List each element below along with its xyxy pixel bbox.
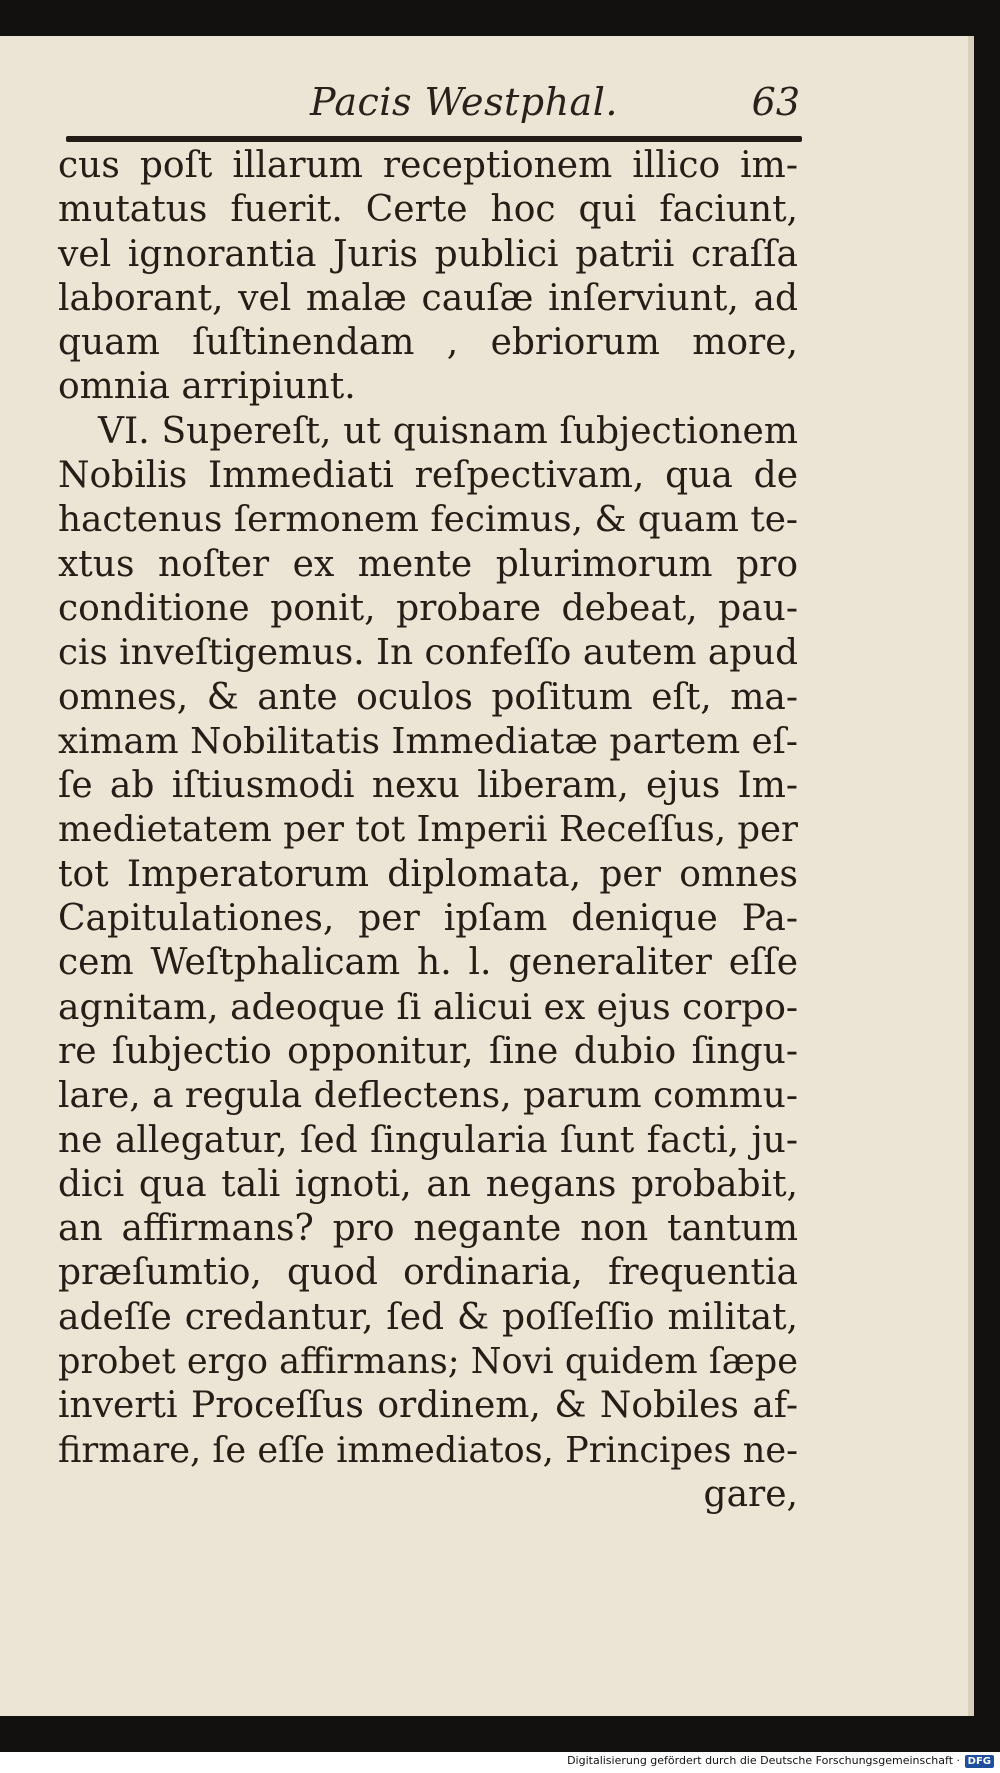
text-line: cus poſt illarum receptionem illico im-	[58, 145, 798, 186]
text-line: præſumtio, quod ordinaria, frequentia	[58, 1252, 798, 1294]
funding-credit: Digitalisierung gefördert durch die Deutsche Forschungsgemeinschaft ·	[567, 1754, 960, 1767]
text-line: hactenus ſermonem fecimus, & quam te-	[58, 499, 798, 541]
text-line: adeſſe credantur, ſed & poſſeſſio militat,	[58, 1296, 798, 1338]
text-line: firmare, ſe eſſe immediatos, Principes ne-	[58, 1429, 798, 1471]
text-line: re ſubjectio opponitur, ſine dubio ſingu-	[58, 1030, 798, 1072]
text-line: cem Weſtphalicam h. l. generaliter eſſe	[58, 942, 798, 984]
text-line: conditione ponit, probare debeat, pau-	[58, 587, 798, 629]
text-line: agnitam, adeoque ſi alicui ex ejus corpo-	[58, 986, 798, 1028]
running-title: Pacis Westphal.	[310, 80, 618, 124]
text-line: lare, a regula deflectens, parum commu-	[58, 1075, 798, 1117]
text-line: vel ignorantia Juris publici patrii craſſa	[58, 233, 798, 275]
text-line: quam ſuſtinendam , ebriorum more,	[58, 322, 798, 364]
text-line: medietatem per tot Imperii Receſſus, per	[58, 809, 798, 851]
text-line: xtus noſter ex mente plurimorum pro	[58, 543, 798, 585]
text-line: VI. Supereſt, ut quisnam ſubjectionem	[98, 410, 798, 452]
text-line: mutatus fuerit. Certe hoc qui faciunt,	[58, 189, 798, 231]
text-line: ſe ab iſtiusmodi nexu liberam, ejus Im-	[58, 765, 798, 807]
text-line: omnia arripiunt.	[58, 366, 356, 408]
text-line: an affirmans? pro negante non tantum	[58, 1208, 798, 1250]
text-line: inverti Proceſſus ordinem, & Nobiles af-	[58, 1385, 798, 1427]
text-line: ne allegatur, ſed ſingularia ſunt facti, ju-	[58, 1119, 798, 1161]
dfg-logo: DFG	[965, 1755, 994, 1768]
text-line: ximam Nobilitatis Immediatæ partem eſ-	[58, 720, 798, 762]
text-line: Nobilis Immediati reſpectivam, qua de	[58, 455, 798, 497]
body-text	[58, 144, 798, 1517]
header-rule	[66, 136, 802, 142]
digitization-footer	[0, 1752, 1000, 1773]
text-line: probet ergo affirmans; Novi quidem ſæpe	[58, 1341, 798, 1383]
text-line: dici qua tali ignoti, an negans probabit,	[58, 1163, 798, 1205]
page-header	[60, 80, 810, 140]
text-line: omnes, & ante oculos poſitum eſt, ma-	[58, 676, 798, 718]
catchword: gare,	[703, 1473, 798, 1515]
text-line: Capitulationes, per ipſam denique Pa-	[58, 898, 798, 940]
text-line: tot Imperatorum diplomata, per omnes	[58, 853, 798, 895]
page-number: 63	[751, 80, 800, 124]
text-line: laborant, vel malæ cauſæ inſerviunt, ad	[58, 277, 798, 319]
text-line: cis inveſtigemus. In confeſſo autem apud	[58, 632, 798, 674]
book-page	[0, 36, 974, 1716]
